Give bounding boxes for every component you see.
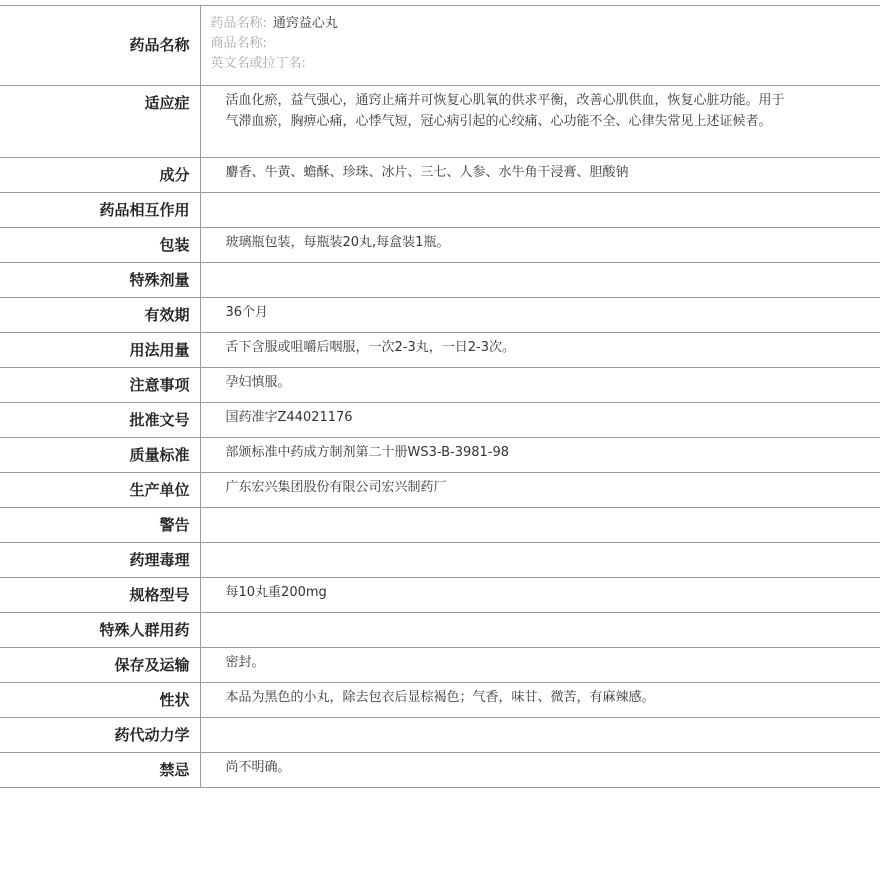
row-value: 舌下含服或咀嚼后咽服，一次2-3丸，一日2-3次。 <box>200 333 880 368</box>
row-label: 用法用量 <box>0 333 200 368</box>
generic-name-line <box>211 14 880 34</box>
info-row <box>0 508 880 543</box>
info-row <box>0 158 880 193</box>
row-value: 36个月 <box>200 298 880 333</box>
info-row <box>0 613 880 648</box>
row-value: 尚不明确。 <box>200 753 880 788</box>
row-label: 药理毒理 <box>0 543 200 578</box>
row-value: 每10丸重200mg <box>200 578 880 613</box>
row-label: 注意事项 <box>0 368 200 403</box>
trade-name-key: 商品名称: <box>210 36 267 51</box>
drug-info-table <box>0 5 880 788</box>
row-value <box>200 193 880 228</box>
info-row <box>0 263 880 298</box>
row-label: 警告 <box>0 508 200 543</box>
row-label: 保存及运输 <box>0 648 200 683</box>
row-label: 批准文号 <box>0 403 200 438</box>
info-row <box>0 473 880 508</box>
info-row <box>0 648 880 683</box>
row-value: 密封。 <box>200 648 880 683</box>
info-row <box>0 543 880 578</box>
row-value <box>200 508 880 543</box>
row-label: 禁忌 <box>0 753 200 788</box>
info-row <box>0 683 880 718</box>
row-label: 药代动力学 <box>0 718 200 753</box>
row-label: 有效期 <box>0 298 200 333</box>
row-label: 特殊人群用药 <box>0 613 200 648</box>
info-row <box>0 333 880 368</box>
info-row <box>0 438 880 473</box>
row-label: 成分 <box>0 158 200 193</box>
generic-name-value: 通窍益心丸 <box>272 16 338 31</box>
row-label: 质量标准 <box>0 438 200 473</box>
row-value: 本品为黑色的小丸，除去包衣后显棕褐色；气香，味甘、微苦，有麻辣感。 <box>200 683 880 718</box>
row-value <box>200 718 880 753</box>
row-value: 麝香、牛黄、蟾酥、珍珠、冰片、三七、人参、水牛角干浸膏、胆酸钠 <box>200 158 880 193</box>
info-row <box>0 753 880 788</box>
generic-name-key: 药品名称: <box>210 16 267 31</box>
row-label: 特殊剂量 <box>0 263 200 298</box>
info-row <box>0 193 880 228</box>
indications-row <box>0 86 880 158</box>
drug-name-details <box>200 6 880 86</box>
row-value: 孕妇慎服。 <box>200 368 880 403</box>
row-label: 药品名称 <box>0 6 200 86</box>
row-value <box>200 543 880 578</box>
row-value <box>200 263 880 298</box>
row-value: 活血化瘀，益气强心，通窍止痛并可恢复心肌氧的供求平衡，改善心肌供血，恢复心脏功能。用于气滞血瘀，胸痹心痛，心悸气短，冠心病引起的心绞痛、心功能不全、心律失常见上述证候者。 <box>200 86 880 158</box>
row-label: 生产单位 <box>0 473 200 508</box>
row-value: 广东宏兴集团股份有限公司宏兴制药厂 <box>200 473 880 508</box>
drug-name-row <box>0 6 880 86</box>
english-name-key: 英文名或拉丁名: <box>210 56 306 71</box>
info-row <box>0 298 880 333</box>
info-row <box>0 228 880 263</box>
row-label: 药品相互作用 <box>0 193 200 228</box>
row-value: 部颁标准中药成方制剂第二十册WS3-B-3981-98 <box>200 438 880 473</box>
row-value <box>200 613 880 648</box>
row-label: 性状 <box>0 683 200 718</box>
row-label: 规格型号 <box>0 578 200 613</box>
info-row <box>0 578 880 613</box>
info-rows <box>0 158 880 788</box>
row-value: 玻璃瓶包装，每瓶装20丸,每盒装1瓶。 <box>200 228 880 263</box>
row-value: 国药准字Z44021176 <box>200 403 880 438</box>
row-label: 包装 <box>0 228 200 263</box>
info-row <box>0 403 880 438</box>
trade-name-line <box>211 34 880 54</box>
info-row <box>0 718 880 753</box>
row-label: 适应症 <box>0 86 200 158</box>
english-name-line <box>211 54 880 74</box>
info-row <box>0 368 880 403</box>
